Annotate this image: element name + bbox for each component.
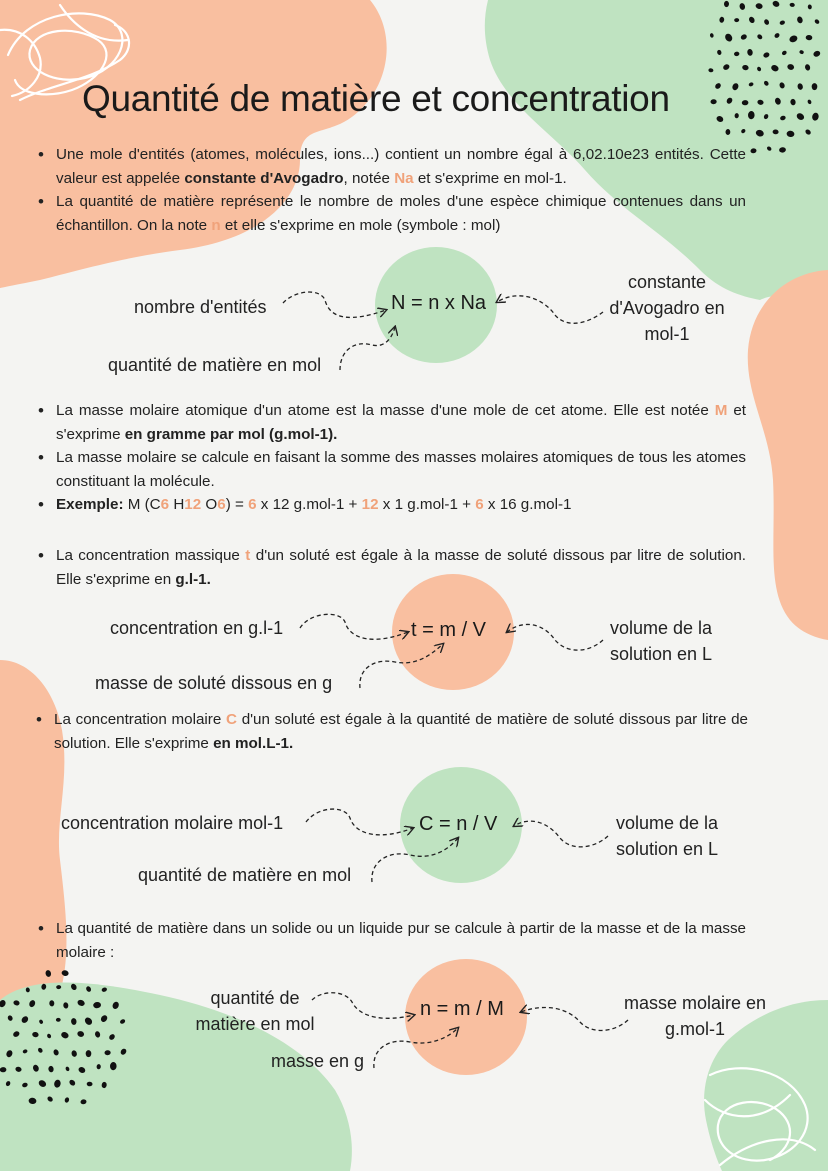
label-concentration-gl: concentration en g.l-1 [110,618,284,638]
text: d'un soluté est égale à la quantité de matière de soluté dissous par litre de solution. Elle s'exprime [54,711,748,752]
number: 12 [361,496,379,513]
symbol-na: Na [394,169,414,187]
bullet-solide-liquide: • La quantité de matière dans un solide ou un liquide pur se calcule à partir de la masse et de la masse molaire : [38,917,746,964]
symbol-n: n [211,216,221,234]
label-volume-solution [596,615,726,667]
text: et elle s'exprime en mole (symbole : mol) [220,216,501,234]
unit-moll: en mol.L-1. [213,734,294,752]
bullet-concentration-massique [38,544,746,591]
text: et s'exprime [56,402,746,443]
number: 6 [475,496,484,513]
formula-quantite-masse: n = m / M [420,998,504,1020]
page-title: Quantité de matière et concentration [82,78,670,119]
label-line: constante [627,272,707,292]
text: La concentration massique [56,547,246,564]
number: 6 [248,496,257,513]
text: La masse molaire atomique d'un atome est la masse d'une mole de cet atome. Elle est notée [56,402,715,419]
number: 12 [184,496,202,513]
symbol-t: t [245,547,251,564]
text: x 12 g.mol-1 + [256,496,362,513]
label-line: masse molaire en [623,993,767,1013]
text: , notée [343,169,395,187]
label-masse-solute: masse de soluté dissous en g [95,673,333,693]
bullet-list-masse-molaire [38,399,746,517]
bullet-masse-molaire-atomique [38,399,746,446]
label-quantite-matiere-mol: quantité de matière en mol [108,355,322,375]
symbol-m: M [714,402,728,419]
label-line: volume de la [615,813,719,833]
bullet-exemple [38,493,746,517]
text: x 1 g.mol-1 + [378,496,476,513]
text: O [201,496,218,513]
bullet-quantite-matiere [38,190,746,237]
label-masse-molaire [612,990,778,1042]
unit-gl: g.l-1. [175,570,211,588]
formula-concentration-molaire: C = n / V [419,813,498,835]
label-line: g.mol-1 [664,1019,726,1039]
label-line: solution en L [609,644,713,664]
example-label: Exemple: [56,496,124,513]
label-line: d'Avogadro en [609,298,725,318]
formula-concentration-massique: t = m / V [411,619,487,641]
bullet-list-concentration-molaire [36,708,748,755]
label-volume-solution-2 [602,810,732,862]
bullet-list-concentration-massique [38,544,746,591]
label-line: mol-1 [644,324,690,344]
number: 6 [160,496,170,513]
label-line: volume de la [609,618,713,638]
label-line: matière en mol [195,1014,315,1034]
text: La quantité de matière représente le nombre de moles d'une espèce chimique contenues dans un échantillon. On la note [56,193,746,234]
bullet-masse-molaire-calcul: • La masse molaire se calcule en faisant la somme des masses molaires atomiques de tous les atomes constituant la molécule. [38,446,746,493]
bullet-list-mole [38,143,746,237]
text: Une mole d'entités (atomes, molécules, ions...) contient un nombre égal à 6,02.10e23 entités. Cette valeur est appelée [56,146,746,187]
text: et s'exprime en mol-1. [413,169,567,187]
text: M (C [123,496,161,513]
unit-gmol: en gramme par mol (g.mol-1). [124,425,338,443]
label-quantite-matiere-mol-3 [180,985,330,1037]
text: d'un soluté est égale à la masse de soluté dissous par litre de solution. Elle s'exprime en [56,547,746,588]
label-constante-avogadro [596,269,738,347]
formula-avogadro: N = n x Na [391,292,487,314]
label-concentration-molaire: concentration molaire mol-1 [61,813,284,833]
label-masse-g: masse en g [271,1051,365,1071]
label-line: solution en L [615,839,719,859]
avogadro-term: constante d'Avogadro [184,169,344,187]
bullet-list-solide-liquide [38,917,746,964]
text: ) = [225,496,249,513]
label-quantite-matiere-mol-2: quantité de matière en mol [138,865,352,885]
text: H [169,496,185,513]
text: La concentration molaire [54,711,227,728]
label-line: quantité de [210,988,300,1008]
label-nombre-entites: nombre d'entités [134,297,267,317]
bullet-concentration-molaire [36,708,748,755]
symbol-c: C [226,711,237,728]
text: x 16 g.mol-1 [483,496,572,513]
number: 6 [217,496,226,513]
bullet-avogadro [38,143,746,190]
